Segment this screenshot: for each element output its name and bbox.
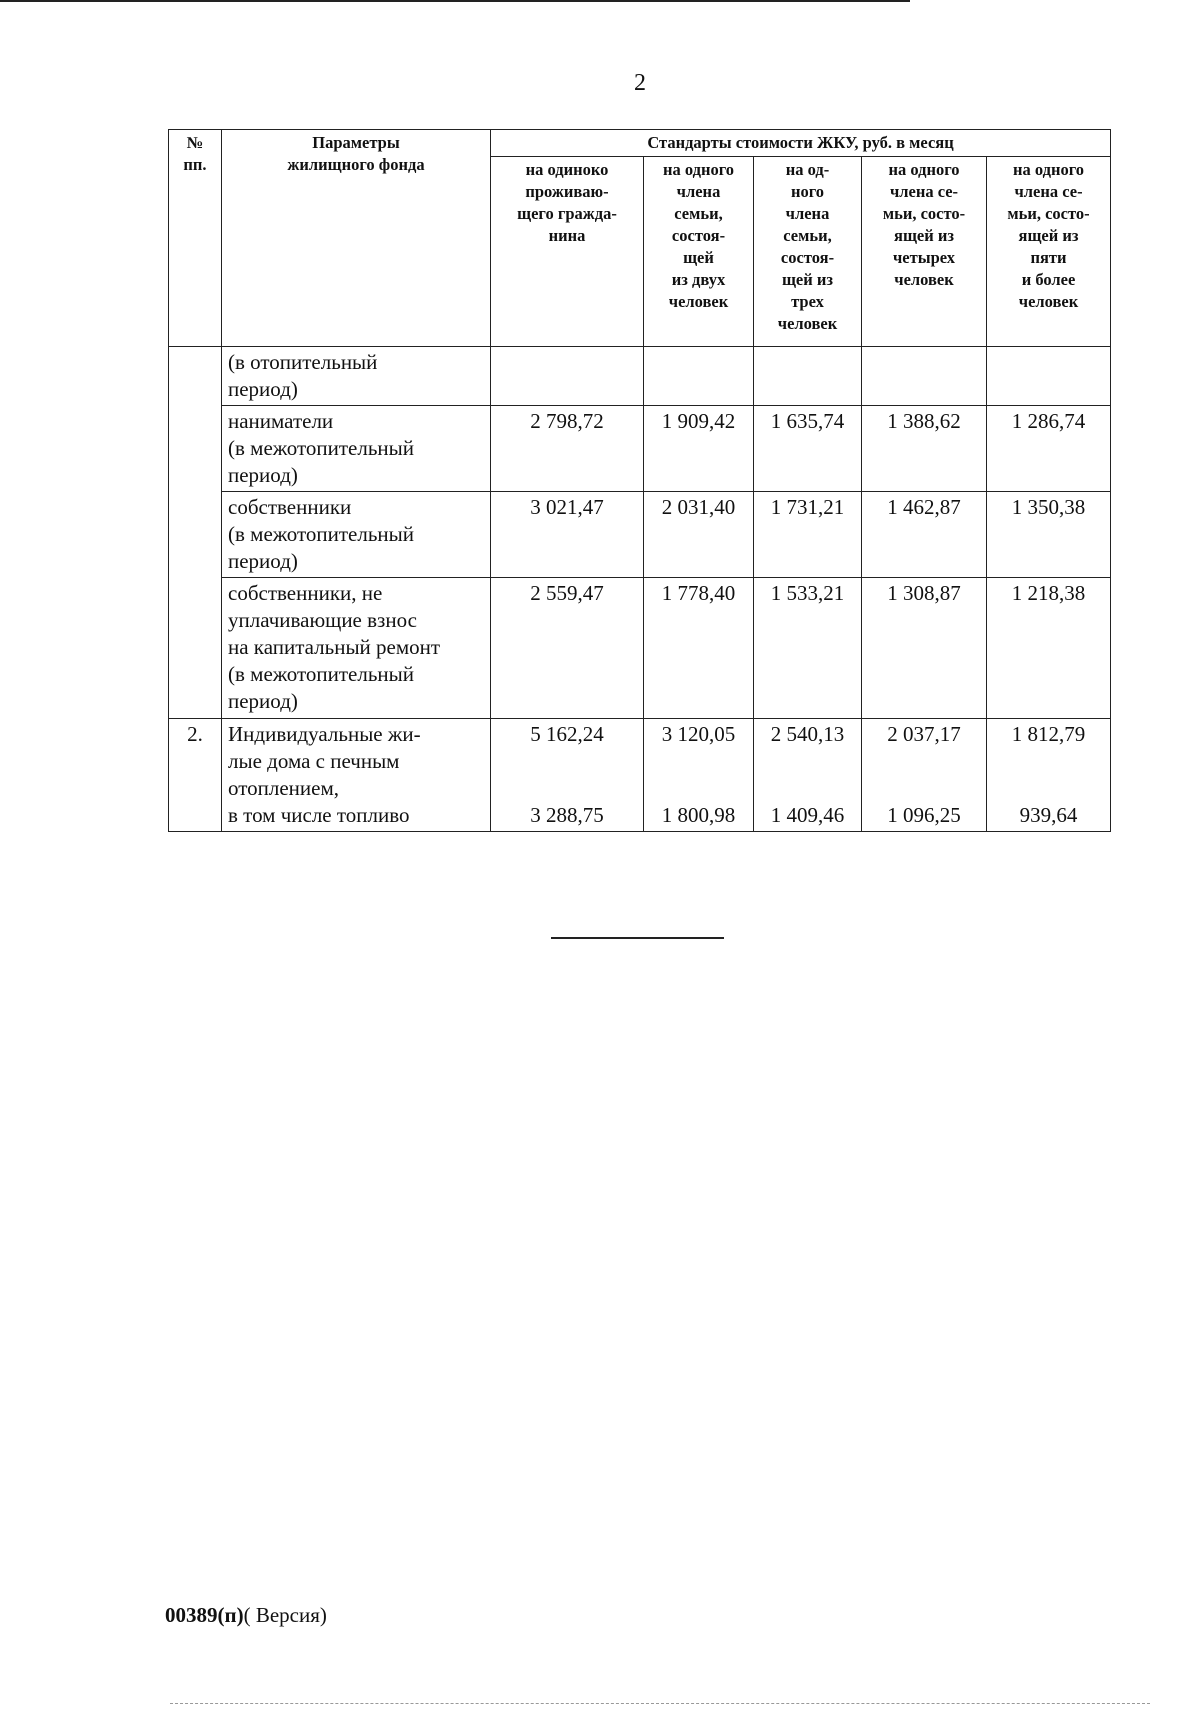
row-value: 3 120,05 [661, 722, 736, 746]
row-value: 2 037,17 [887, 722, 961, 746]
row-value-pair [754, 719, 862, 832]
header-col-five: на одного члена се- мьи, состо- ящей из пяти и более человек [987, 157, 1111, 347]
row-value [862, 347, 987, 406]
row-subvalue: 1 096,25 [887, 803, 961, 827]
row-param: (в отопительный период) [222, 347, 491, 406]
row-value: 1 812,79 [1011, 722, 1086, 746]
row-num: 2. [169, 719, 222, 832]
row-value: 1 731,21 [754, 492, 862, 578]
row-value [987, 347, 1111, 406]
row-value-pair [644, 719, 754, 832]
row-value: 3 021,47 [491, 492, 644, 578]
header-col-two: на одного члена семьи, состоя- щей из двух человек [644, 157, 754, 347]
row-value: 1 218,38 [987, 578, 1111, 719]
row-value: 1 286,74 [987, 406, 1111, 492]
document-code-version: ( Версия) [243, 1603, 327, 1627]
header-param: Параметры жилищного фонда [222, 130, 491, 347]
row-value: 2 540,13 [770, 722, 845, 746]
header-col-four: на одного члена се- мьи, состо- ящей из четырех человек [862, 157, 987, 347]
bottom-border-line [170, 1703, 1150, 1704]
row-value: 1 909,42 [644, 406, 754, 492]
table-row [169, 406, 1111, 492]
row-value-pair [987, 719, 1111, 832]
end-of-document-line [551, 937, 724, 939]
document-code [165, 1603, 327, 1628]
row-value: 2 031,40 [644, 492, 754, 578]
row-value: 1 350,38 [987, 492, 1111, 578]
row-value [491, 347, 644, 406]
table-header-row [169, 130, 1111, 157]
row-value: 2 559,47 [491, 578, 644, 719]
row-param: Индивидуальные жи- лые дома с печным отоплением, в том числе топливо [222, 719, 491, 832]
table-row [169, 347, 1111, 406]
row-value [644, 347, 754, 406]
row-num [169, 347, 222, 719]
top-border-line [0, 0, 910, 2]
table-row [169, 492, 1111, 578]
header-col-single: на одиноко проживаю- щего гражда- нина [491, 157, 644, 347]
row-subvalue: 939,64 [1019, 803, 1078, 827]
row-value: 1 778,40 [644, 578, 754, 719]
row-value: 5 162,24 [530, 722, 604, 746]
row-value: 1 462,87 [862, 492, 987, 578]
row-value: 1 533,21 [754, 578, 862, 719]
row-subvalue: 1 800,98 [661, 803, 736, 827]
header-col-three: на од- ного члена семьи, состоя- щей из трех человек [754, 157, 862, 347]
header-num: № пп. [169, 130, 222, 347]
document-code-bold: 00389(п) [165, 1603, 244, 1627]
cost-standards-table [168, 129, 1111, 832]
row-param: наниматели (в межотопительный период) [222, 406, 491, 492]
row-value [754, 347, 862, 406]
row-value-pair [862, 719, 987, 832]
row-subvalue: 3 288,75 [530, 803, 604, 827]
row-value: 1 388,62 [862, 406, 987, 492]
row-value: 2 798,72 [491, 406, 644, 492]
header-group: Стандарты стоимости ЖКУ, руб. в месяц [491, 130, 1111, 157]
row-param: собственники, не уплачивающие взнос на капитальный ремонт (в межотопительный период) [222, 578, 491, 719]
table-row [169, 578, 1111, 719]
row-subvalue: 1 409,46 [770, 803, 845, 827]
row-param: собственники (в межотопительный период) [222, 492, 491, 578]
row-value-pair [491, 719, 644, 832]
page-number: 2 [634, 70, 646, 96]
table-row [169, 719, 1111, 832]
row-value: 1 635,74 [754, 406, 862, 492]
row-value: 1 308,87 [862, 578, 987, 719]
